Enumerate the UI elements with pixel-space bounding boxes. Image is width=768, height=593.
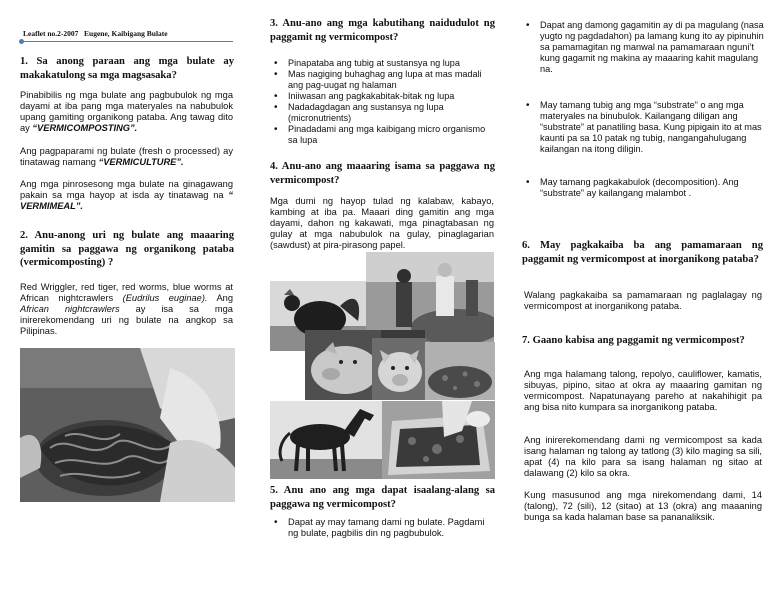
paragraph-vermicomposting: Pinabibilis ng mga bulate ang pagbubulok ng mga dayami at iba pang mga materyales na nabubulok upang gamiting organikong pataba. Ang tawag dito ay “VERMICOMPOSTING”.: [20, 90, 233, 133]
paragraph-application: Walang pagkakaiba sa pamamaraan ng paglalagay ng vermicompost at inorganikong pataba.: [524, 290, 762, 311]
list-item: • Iniiwasan ang pagkakabitak-bitak ng lupa: [270, 91, 492, 102]
leaflet-title: Eugene, Kaibigang Bulate: [84, 29, 168, 38]
paragraph-vermiculture: Ang pagpaparami ng bulate (fresh o processed) ay tinatawag namang “VERMICULTURE”.: [20, 146, 233, 167]
list-item: • Dapat ang damong gagamitin ay di pa magulang (nasa yugto ng pagdadahon) pa lamang kung ito ay pipinuhin sa pamamagitan ng manwal na pamamaraan nguni’t kung gagamit ng makina ay maaaring kahit magulang na.: [522, 20, 766, 75]
photo-piglet: [372, 338, 427, 400]
paragraph-materials-top: Mga dumi ng hayop tulad ng kalabaw, kabayo, kambing at iba pa. Maaari ding gamitin ang mga dayami, dahon ng kakawati, mga pinagtabasan ng gulay at mga nabubulok na gulay, pinaglagarian (sawdust) at pira-pirasong papel.: [270, 196, 494, 250]
paragraph-worm-types: Red Wriggler, red tiger, red worms, blue worms at African nightcrawlers (Eudrilus euginae). Ang African nightcrawlers ay isa sa mga inirerekomendang uri ng bulate na angkop sa Pilipinas.: [20, 282, 233, 336]
question-6-heading: 6. May pagkakaiba ba ang pamamaraan ng paggamit ng vermicompost at inorganikong pataba?: [522, 240, 763, 265]
question-3-heading: 3. Anu-ano ang mga kabutihang naidudulot ng paggamit ng vermicompost?: [270, 18, 495, 43]
question-1-heading: 1. Sa anong paraan ang mga bulate ay makakatulong sa mga magsasaka?: [20, 56, 234, 81]
term-vermiculture: “VERMICULTURE”.: [98, 157, 184, 167]
question-5-heading: 5. Anu ano ang mga dapat isaalang-alang sa paggawa ng vermicompost?: [270, 485, 495, 510]
tips-list: [522, 20, 766, 199]
list-item: • Nadadagdagan ang sustansya ng lupa (micronutrients): [270, 102, 492, 124]
list-item: • May tamang tubig ang mga “substrate” o ang mga materyales na binubulok. Kailangang diligan ang “substrate” at panatiling basa. Kung pipigain ito at mas kaunti pa sa 10 patak ng tubig, nangangahulugang kailangan na itong diligin.: [522, 100, 766, 155]
question-4-heading: 4. Anu-ano ang maaaring isama sa paggawa ng vermicompost?: [270, 161, 495, 186]
term-vermicomposting: “VERMICOMPOSTING”.: [32, 123, 138, 133]
leaflet-number: Leaflet no.2-2007: [23, 29, 79, 38]
question-7-heading: 7. Gaano kabisa ang paggamit ng vermicompost?: [522, 335, 745, 346]
benefits-list: [270, 58, 492, 146]
paragraph-dosage: Ang inirerekomendang dami ng vermicompost sa kada isang halaman ng talong ay tatlong (3) kilo maging sa sili, apat (4) na kilo para sa isang halaman ng sitao at dalawang (2) kilo sa okra.: [524, 435, 762, 478]
leaflet-header: [23, 29, 237, 38]
photo-soil-pile: [425, 342, 495, 400]
paragraph-vermimeal: Ang mga pinrosesong mga bulate na ginagawang pakain sa mga hayop at isda ay tinatawag na “ VERMIMEAL”.: [20, 179, 233, 211]
header-rule-dot: [19, 39, 24, 44]
list-item: • Dapat ay may tamang dami ng bulate. Pagdami ng bulate, pagbilis din ng pagbubulok.: [270, 517, 494, 539]
list-item: • May tamang pagkakabulok (decomposition). Ang “substrate” ay kailangang malambot .: [522, 177, 766, 199]
photo-compost-bin: [382, 401, 495, 479]
header-rule: [20, 41, 233, 42]
paragraph-crops: Ang mga halamang talong, repolyo, cauliflower, kamatis, sibuyas, pipino, sitao at okra ay maaaring gamitan ng vermicompost. Napatunayang pareho at nakahihigit pa ang bisa nito kumpara sa inorganikong pataba.: [524, 369, 762, 412]
term-vermimeal: “ VERMIMEAL”.: [20, 190, 233, 211]
photo-hands-holding-worms: [20, 348, 235, 502]
photo-horse: [270, 401, 382, 479]
list-item: • Pinadadami ang mga kaibigang micro organismo sa lupa: [270, 124, 492, 146]
question-2-heading: 2. Anu-anong uri ng bulate ang maaaring gamitin sa paggawa ng organikong pataba (vermicomposting) ?: [20, 230, 234, 268]
list-item: • Pinapataba ang tubig at sustansya ng lupa: [270, 58, 492, 69]
photo-farmers-composting: [366, 252, 494, 342]
considerations-list: [270, 517, 494, 539]
list-item: • Mas nagiging buhaghag ang lupa at mas madali ang pag-uugat ng halaman: [270, 69, 492, 91]
paragraph-yield: Kung masusunod ang mga nirekomendang dami, 14 (talong), 72 (sili), 12 (sitao) at 13 (okra) ang maaaning bunga sa kada halaman base sa pananaliksik.: [524, 490, 762, 522]
